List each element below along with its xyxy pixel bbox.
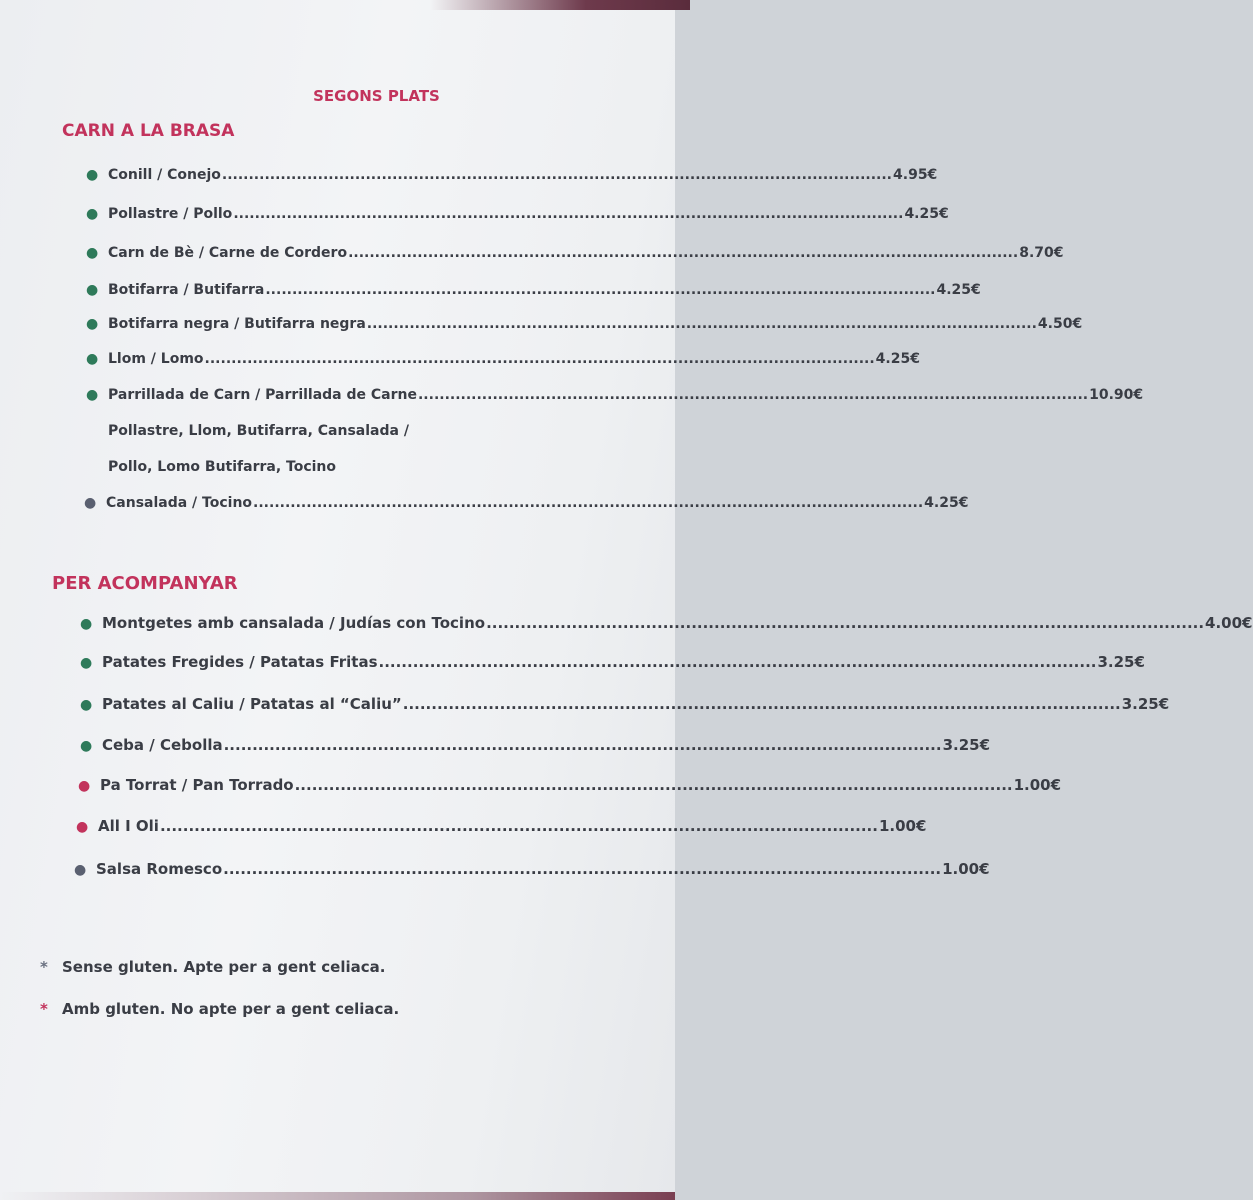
item-price: 3.25€ bbox=[1097, 653, 1145, 671]
item-price: 4.25€ bbox=[924, 495, 969, 511]
menu-item bbox=[76, 817, 927, 835]
dot-leader: .............................................................................................................................. bbox=[402, 695, 1121, 713]
dot-leader: .............................................................................................................................. bbox=[417, 387, 1089, 403]
bullet-icon: ● bbox=[80, 616, 93, 632]
item-name: Montgetes amb cansalada / Judías con Tocino bbox=[102, 614, 486, 632]
folder-edge-top bbox=[430, 0, 690, 10]
item-name: Ceba / Cebolla bbox=[102, 736, 223, 754]
item-name: Botifarra / Butifarra bbox=[108, 282, 265, 298]
item-price: 4.50€ bbox=[1037, 316, 1083, 332]
dot-leader: .............................................................................................................................. bbox=[486, 614, 1205, 632]
bullet-icon: ● bbox=[86, 316, 99, 332]
menu-item bbox=[86, 167, 938, 183]
asterisk-icon: * bbox=[40, 958, 48, 976]
bullet-icon: ● bbox=[76, 819, 89, 835]
bullet-icon: ● bbox=[74, 862, 87, 878]
dot-leader: .............................................................................................................................. bbox=[223, 860, 942, 878]
bullet-icon: ● bbox=[86, 351, 99, 367]
item-name: Llom / Lomo bbox=[108, 351, 204, 367]
menu-item bbox=[80, 695, 1170, 713]
item-description: Pollastre, Llom, Butifarra, Cansalada / bbox=[108, 423, 409, 439]
menu-item bbox=[86, 387, 1144, 403]
bullet-icon: ● bbox=[86, 167, 99, 183]
item-price: 4.25€ bbox=[936, 282, 981, 298]
menu-item bbox=[86, 351, 920, 367]
item-price: 3.25€ bbox=[1121, 695, 1170, 713]
item-description: Pollo, Lomo Butifarra, Tocino bbox=[108, 459, 337, 475]
menu-item bbox=[78, 776, 1062, 794]
item-name: Salsa Romesco bbox=[96, 860, 223, 878]
menu-item bbox=[86, 206, 949, 222]
section-title-acompanyar: PER ACOMPANYAR bbox=[52, 573, 238, 594]
item-price: 4.25€ bbox=[904, 206, 949, 222]
item-price: 1.00€ bbox=[878, 817, 927, 835]
dot-leader: .............................................................................................................................. bbox=[348, 245, 1019, 261]
menu-item bbox=[86, 282, 981, 298]
menu-item bbox=[80, 614, 1253, 632]
gluten-free-note bbox=[40, 958, 385, 976]
dot-leader: .............................................................................................................................. bbox=[159, 817, 878, 835]
asterisk-icon: * bbox=[40, 1000, 48, 1018]
dot-leader: .............................................................................................................................. bbox=[204, 351, 875, 367]
menu-item bbox=[80, 736, 991, 754]
item-name: Patates al Caliu / Patatas al “Caliu” bbox=[102, 695, 402, 713]
menu-item bbox=[80, 653, 1145, 671]
bullet-icon: ● bbox=[86, 245, 99, 261]
dot-leader: .............................................................................................................................. bbox=[294, 776, 1013, 794]
item-price: 4.25€ bbox=[875, 351, 920, 367]
gluten-note bbox=[40, 1000, 399, 1018]
item-name: Patates Fregides / Patatas Fritas bbox=[102, 653, 378, 671]
menu-item bbox=[86, 245, 1064, 261]
bullet-icon: ● bbox=[78, 778, 91, 794]
item-price: 4.00€ bbox=[1205, 614, 1253, 632]
dot-leader: .............................................................................................................................. bbox=[221, 167, 893, 183]
bullet-icon: ● bbox=[84, 495, 97, 511]
bullet-icon: ● bbox=[80, 697, 93, 713]
item-name: Carn de Bè / Carne de Cordero bbox=[108, 245, 348, 261]
bullet-icon: ● bbox=[80, 738, 93, 754]
item-price: 3.25€ bbox=[942, 736, 991, 754]
item-name: Parrillada de Carn / Parrillada de Carne bbox=[108, 387, 417, 403]
menu-item bbox=[74, 860, 990, 878]
item-name: Cansalada / Tocino bbox=[106, 495, 253, 511]
item-name: Conill / Conejo bbox=[108, 167, 221, 183]
dot-leader: .............................................................................................................................. bbox=[265, 282, 936, 298]
dot-leader: .............................................................................................................................. bbox=[223, 736, 942, 754]
item-price: 10.90€ bbox=[1089, 387, 1144, 403]
item-price: 4.95€ bbox=[893, 167, 938, 183]
item-name: Botifarra negra / Butifarra negra bbox=[108, 316, 366, 332]
item-name: All I Oli bbox=[98, 817, 159, 835]
bullet-icon: ● bbox=[86, 206, 99, 222]
item-price: 1.00€ bbox=[1013, 776, 1062, 794]
bullet-icon: ● bbox=[86, 282, 99, 298]
section-title-carn: CARN A LA BRASA bbox=[62, 121, 235, 141]
dot-leader: .............................................................................................................................. bbox=[253, 495, 924, 511]
bullet-icon: ● bbox=[86, 387, 99, 403]
note-text: Amb gluten. No apte per a gent celiaca. bbox=[62, 1000, 400, 1018]
menu-item bbox=[84, 495, 969, 511]
note-text: Sense gluten. Apte per a gent celiaca. bbox=[62, 958, 386, 976]
item-name: Pollastre / Pollo bbox=[108, 206, 233, 222]
menu-title: SEGONS PLATS bbox=[313, 87, 440, 105]
item-name: Pa Torrat / Pan Torrado bbox=[100, 776, 294, 794]
folder-edge-bottom bbox=[0, 1192, 675, 1200]
dot-leader: .............................................................................................................................. bbox=[378, 653, 1097, 671]
dot-leader: .............................................................................................................................. bbox=[366, 316, 1037, 332]
item-price: 8.70€ bbox=[1019, 245, 1064, 261]
menu-item bbox=[86, 316, 1083, 332]
bullet-icon: ● bbox=[80, 655, 93, 671]
item-price: 1.00€ bbox=[942, 860, 990, 878]
dot-leader: .............................................................................................................................. bbox=[233, 206, 904, 222]
